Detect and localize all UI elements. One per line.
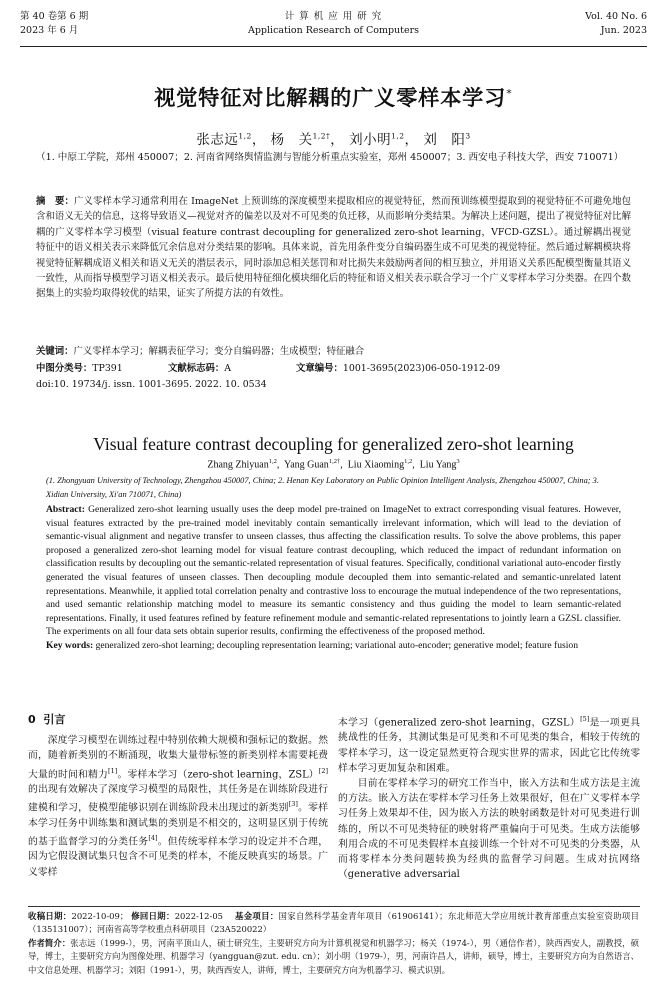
clc-label: 中图分类号： (36, 363, 93, 374)
keywords-en (46, 639, 621, 653)
date-en: Jun. 2023 (600, 25, 647, 36)
doccode-label: 文献标志码： (168, 363, 225, 374)
author-affil-sup: 1,2 (268, 458, 277, 465)
volume-issue-cn: 第 40 卷第 6 期 (20, 11, 89, 22)
keywords-label-cn: 关键词： (36, 346, 74, 357)
clc-value: TP391 (92, 363, 123, 374)
title-footnote-mark: * (506, 87, 513, 100)
paragraph: 目前在零样本学习的研究工作当中，嵌入方法和生成方法是主流的方法。嵌入方法在零样本学习任务上效果很好，但在广义零样本学习任务上效果却不佳，因为嵌入方法的映射函数是针对可见类进行训练的，所以不可见类特征的映射将严重偏向于可见类。生成方法能够利用合成的不可见类假样本直接训练一个针对不可见类的分类器，从而将零样本分类问题转换为经典的监督学习问题。生成对抗网络（generative adversarial (338, 778, 640, 881)
doccode-value: A (224, 363, 232, 374)
fund-label: 基金项目： (235, 911, 279, 921)
author-affil-sup: 1,2 (238, 131, 252, 141)
articleno-value: 1001-3695(2023)06-050-1912-09 (342, 363, 501, 374)
revised-date: 2022-12-05 (174, 911, 223, 921)
body-column-left (28, 712, 328, 880)
keywords-cn (36, 344, 631, 359)
text-run: 深度学习模型在训练过程中特别依赖大规模和强标记的数据。然而，随着新类别的不断涌现，收集大量带标签的新类别样本需要耗费大量的时间和精力 (28, 735, 328, 780)
author-list-en: Zhang Zhiyuan$^{1,2}$, Yang Guan$^{1,2\dagger}$, Liu Xiaoming$^{1,2}$, Liu Yang$^3$ (207, 458, 460, 471)
fund-text: 国家自然科学基金青年项目（61906141）；东北师范大学应用统计教育部重点实验室资助项目（135131007）；河南省高等学校重点科研项目（23A520022） (28, 911, 639, 935)
paragraph (28, 733, 328, 880)
author-en: Liu Yang (419, 459, 457, 471)
articleno-label: 文章编号： (296, 363, 343, 374)
citation: [4] (148, 833, 158, 842)
affiliation-cn: （1. 中原工学院，郑州 450007；2. 河南省网络舆情监测与智能分析重点实验室，郑州 450007；3. 西安电子科技大学，西安 710071） (36, 152, 624, 163)
volume-issue-en: Vol. 40 No. 6 (585, 11, 647, 22)
abstract-text-cn: 广义零样本学习通常利用在 ImageNet 上预训练的深度模型来提取相应的视觉特征，然而预训练模型提取到的视觉特征不可避免地包含和语义无关的信息，这将导致语义—视觉对齐的偏差以及对不可见类的负迁移，从而影响分类结果。为解决上述问题，提出了视觉特征对比解耦的广义零样本学习模型（visual feature contrast decoupling for generalized zero-shot learning，VFCD-GZSL）。通过解耦出视觉特征中的语义相关表示来降低冗余信息对分类结果的影响。具体来说，首先用条件变分自编码器生成不可见类的视觉特征。然后通过解耦模块将视觉特征解耦成语义相关和语义无关的潜层表示，同时添加总相关惩罚和对比损失来鼓励两者间的相互独立，并用语义关系匹配模型衡量其语义一致性，从而指导模型学习语义相关表示。最后使用特征细化模块细化后的特征和语义相关表示联合学习一个广义零样本学习分类器。在四个数据集上的实验均取得较优的结果，证实了所提方法的有效性。 (36, 196, 631, 300)
author-affil-sup: 1,2† (312, 131, 331, 141)
doi-line: doi:10. 19734/j. issn. 1001-3695. 2022. 10. 0534 (36, 379, 267, 390)
footnote-rule (28, 906, 640, 907)
footnote-author-bios (28, 937, 639, 977)
author-affil-sup: 1,2 (391, 131, 405, 141)
abstract-cn (36, 194, 631, 302)
section-title: 引言 (43, 713, 66, 726)
author: 张志远 (196, 132, 239, 148)
citation: [1] (108, 766, 118, 775)
author-en: Liu Xiaoming (347, 459, 405, 471)
text-run: 是一项更具挑战性的任务，其测试集是可见类和不可见类的集合，相较于传统的零样本学习，这一设定显然更符合现实世界的需求，因此它比传统零样本学习更加复杂和困难。 (338, 717, 641, 774)
affiliation-en: (1. Zhongyuan University of Technology, Zhengzhou 450007, China; 2. Henan Key Laboratory on Public Opinion Intelligent Analysis, Zhengzhou 450007, China; 3. Xidian University, Xi'an 710071, China) (46, 476, 599, 499)
author: 杨 关 (270, 132, 313, 148)
header-center (20, 10, 647, 38)
author-en: Yang Guan (283, 459, 329, 471)
header-right (585, 10, 647, 38)
keywords-text-cn: 广义零样本学习；解耦表征学习；变分自编码器；生成模型；特征融合 (73, 346, 365, 357)
date-cn: 2023 年 6 月 (20, 25, 79, 36)
abstract-label-cn: 摘 要： (36, 196, 75, 207)
paper-title-en: Visual feature contrast decoupling for generalized zero-shot learning (93, 434, 574, 454)
keywords-label-en: Key words: (46, 639, 94, 651)
text-run: 。但传统零样本学习的设定并不合理，因为它假设测试集只包含不可见类的样本，不能反映真实的场景。广义零样 (28, 836, 329, 878)
title-text: 视觉特征对比解耦的广义零样本学习 (154, 86, 507, 110)
received-label: 收稿日期： (28, 911, 72, 921)
body-column-right (338, 712, 640, 883)
abstract-label-en: Abstract: (46, 504, 85, 515)
bio-label: 作者简介： (28, 937, 71, 948)
paragraph (338, 712, 640, 776)
footnote (28, 910, 639, 977)
classification-line (36, 361, 631, 376)
abstract-text-en: Generalized zero-shot learning usually uses the deep model pre-trained on ImageNet to extract corresponding visual features. However, visual features extracted by the pre-trained model inevitably contain semantically irrelevant information, which will lead to the deviation of semantic-visual alignment and negative transfer to unseen classes, thus affecting the classification results. To solve the above problems, this paper proposed a generalized zero-shot learning model for visual feature contrast decoupling, which reduced the impact of redundant information on classification results by decoupling out the semantic-related representation of visual features. Specifically, conditional variational auto-encoder firstly generated the visual features of unseen classes. Then decoupling module decoupled them into semantic-related and semantic-unrelated latent representations. Meanwhile, it applied total correlation penalty and contrastive loss to encourage the mutual independence of the two representations, and used semantic relationship matching model to measure its semantic consistency and thus guiding the model to learn semantic-related representations. Finally, it used features refined by feature refinement module and semantic-related representations to jointly learn a GZSL classifier. The experiments on all four data sets obtain superior results, confirming the effectiveness of the proposed method. (46, 504, 621, 638)
text-run: 的出现有效解决了深度学习模型的局限性，其任务是在训练阶段进行建模和学习，使模型能够识别在训练阶段未出现过的新类别 (28, 784, 328, 814)
text-run: 本学习（generalized zero-shot learning，GZSL） (338, 717, 581, 729)
keywords-text-en: generalized zero-shot learning; decoupling representation learning; variational auto-encoder; generative model; feature fusion (95, 639, 578, 651)
author-list-cn: 张志远$^{1,2}$， 杨 关$^{1,2\dagger}$， 刘小明$^{1,2}$， 刘 阳$^3$ (196, 131, 471, 148)
section-heading (28, 712, 328, 727)
author: 刘小明 (349, 132, 392, 148)
text-run: 。零样本学习任务中训练集和测试集的类别是不相交的，这明显区别于传统的基于监督学习的分类任务 (28, 802, 329, 848)
text-run: 。零样本学习（zero-shot learning，ZSL） (117, 768, 319, 780)
revised-label: 修回日期： (131, 911, 175, 921)
running-header (20, 10, 647, 46)
author-en: Zhang Zhiyuan (207, 459, 269, 471)
citation: [3] (288, 800, 298, 809)
author-affil-sup: 1,2 (404, 458, 413, 465)
author-affil-sup: 3 (456, 458, 460, 465)
journal-name-cn: 计 算 机 应 用 研 究 (284, 11, 383, 22)
received-date: 2022-10-09 (71, 911, 120, 921)
section-number: 0 (28, 713, 36, 726)
citation: [5] (580, 715, 590, 723)
journal-name-en: Application Research of Computers (247, 25, 420, 36)
abstract-en (46, 503, 621, 653)
author-affil-sup: 3 (465, 131, 471, 141)
author-affil-sup: 1,2† (328, 458, 341, 465)
header-rule (20, 46, 647, 47)
paper-title-cn (0, 82, 667, 112)
bio-text: 张志远（1999-），男，河南平顶山人，硕士研究生，主要研究方向为计算机视觉和机器学习；杨关（1974-），男（通信作者），陕西西安人，副教授，硕导，博士，主要研究方向为图像处理、机器学习（yangguan@zut. edu. cn）；刘小明（1979-），男，河南许昌人，讲师，硕导，博士，主要研究方向为自然语言、中文信息处理、机器学习；刘阳（1991-），男，陕西西安人，讲师，博士，主要研究方向为机器学习、模式识别。 (28, 937, 639, 975)
footnote-dates-fund: 收稿日期：2022-10-09； 修回日期：2022-12-05 基金项目：国家自然科学基金青年项目（61906141）；东北师范大学应用统计教育部重点实验室资助项目（135131007）；河南省高等学校重点科研项目（23A520022） (28, 911, 639, 935)
author: 刘 阳 (423, 132, 466, 148)
citation: [2] (318, 766, 329, 775)
